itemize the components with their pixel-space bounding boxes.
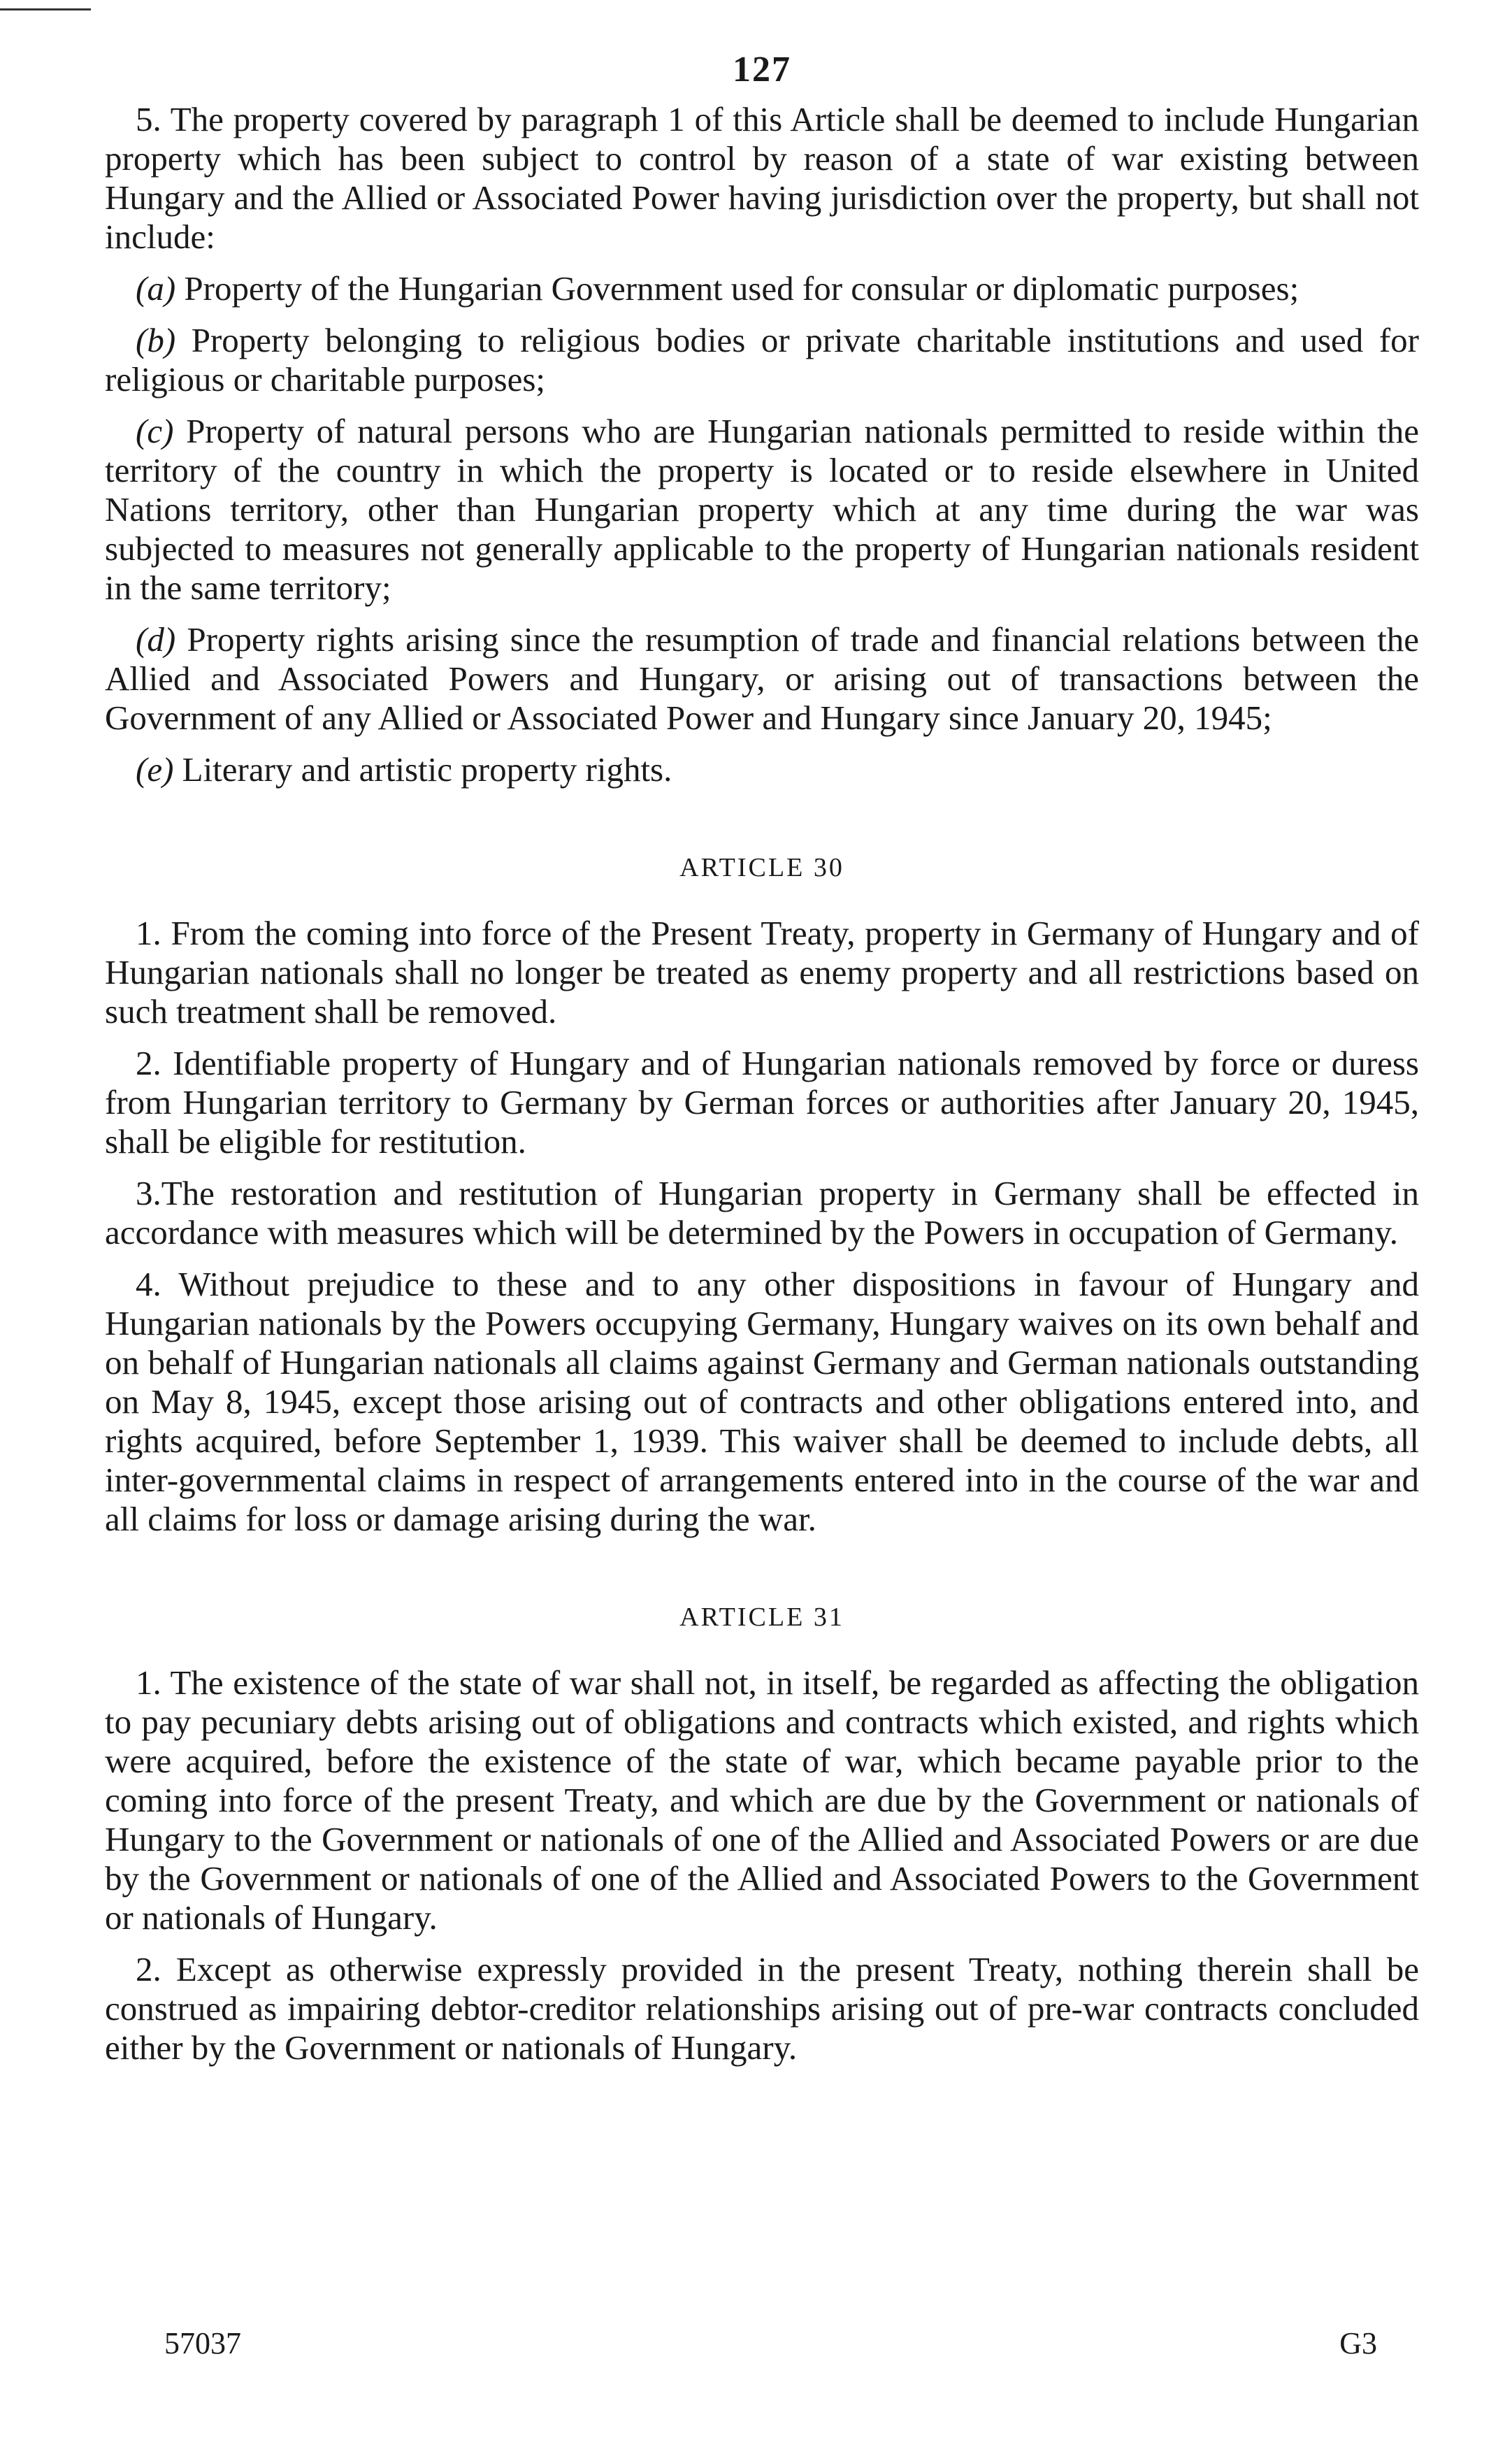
article-30-paragraph-4: 4. Without prejudice to these and to any other dispositions in favour of Hungary and Hungarian nationals by the Powers occupying Germany, Hungary waives on its own behalf and on behalf of Hungarian nationals all claims against Germany and German nationals outstanding on May 8, 1945, except those arising out of contracts and other obligations entered into, and rights acquired, before September 1, 1939. This waiver shall be deemed to include debts, all inter-governmental claims in respect of arrangements entered into in the course of the war and all claims for loss or damage arising during the war. xyxy=(105,1265,1419,1538)
article-31-paragraph-1: 1. The existence of the state of war shall not, in itself, be regarded as affecting the obligation to pay pecuniary debts arising out of obligations and contracts which existed, and rights which were acquired, before the existence of the state of war, which became payable prior to the coming into force of the present Treaty, and which are due by the Government or nationals of Hungary to the Government or nationals of one of the Allied and Associated Powers or are due by the Government or nationals of one of the Allied and Associated Powers to the Government or nationals of Hungary. xyxy=(105,1663,1419,1937)
subparagraph-text: Property of the Hungarian Government used for consular or diplomatic purposes; xyxy=(175,269,1299,308)
subparagraph-b xyxy=(105,321,1419,399)
subparagraph-d xyxy=(105,620,1419,738)
subparagraph-e xyxy=(105,750,1419,789)
page-footer xyxy=(105,2325,1419,2361)
article-30-paragraph-1: 1. From the coming into force of the Present Treaty, property in Germany of Hungary and of Hungarian nationals shall no longer be treated as enemy property and all restrictions based on such treatment shall be removed. xyxy=(105,914,1419,1031)
signature-mark: G3 xyxy=(1339,2326,1377,2360)
subparagraph-text: Literary and artistic property rights. xyxy=(173,750,672,789)
subparagraph-label: (d) xyxy=(136,620,176,659)
subparagraph-c xyxy=(105,412,1419,608)
subparagraph-text: Property rights arising since the resumption of trade and financial relations between the Allied and Associated Powers and Hungary, or arising out of transactions between the Government of any Allied or Associated Power and Hungary since January 20, 1945; xyxy=(105,620,1419,737)
subparagraph-label: (e) xyxy=(136,750,174,789)
article-30-paragraph-2: 2. Identifiable property of Hungary and of Hungarian nationals removed by force or duress from Hungarian territory to Germany by German forces or authorities after January 20, 1945, shall be eligible for restitution. xyxy=(105,1044,1419,1161)
subparagraph-text: Property of natural persons who are Hungarian nationals permitted to reside within the territory of the country in which the property is located or to reside elsewhere in United Nations territory, other than Hungarian property which at any time during the war was subjected to measures not generally applicable to the property of Hungarian nationals resident in the same territory; xyxy=(105,412,1419,607)
print-code: 57037 xyxy=(164,2326,241,2360)
article-30-heading: ARTICLE 30 xyxy=(679,853,844,882)
article-30-paragraph-3: 3.The restoration and restitution of Hungarian property in Germany shall be effected in accordance with measures which will be determined by the Powers in occupation of Germany. xyxy=(105,1174,1419,1252)
article-31-heading: ARTICLE 31 xyxy=(679,1602,844,1632)
article-31-paragraph-2: 2. Except as otherwise expressly provided in the present Treaty, nothing therein shall be construed as impairing debtor-creditor relationships arising out of pre-war contracts concluded either by the Government or nationals of Hungary. xyxy=(105,1950,1419,2067)
subparagraph-label: (c) xyxy=(136,412,174,450)
subparagraph-a xyxy=(105,269,1419,308)
subparagraph-label: (a) xyxy=(136,269,176,308)
subparagraph-label: (b) xyxy=(136,321,176,359)
paragraph-5: 5. The property covered by paragraph 1 of this Article shall be deemed to include Hungarian property which has been subject to control by reason of a state of war existing between Hungary and the Allied or Associated Power having jurisdiction over the property, but shall not include: xyxy=(105,100,1419,256)
top-rule xyxy=(0,8,91,10)
subparagraph-text: Property belonging to religious bodies or private charitable institutions and used for religious or charitable purposes; xyxy=(105,321,1419,399)
document-page xyxy=(105,49,1419,2067)
page-number: 127 xyxy=(733,50,791,89)
